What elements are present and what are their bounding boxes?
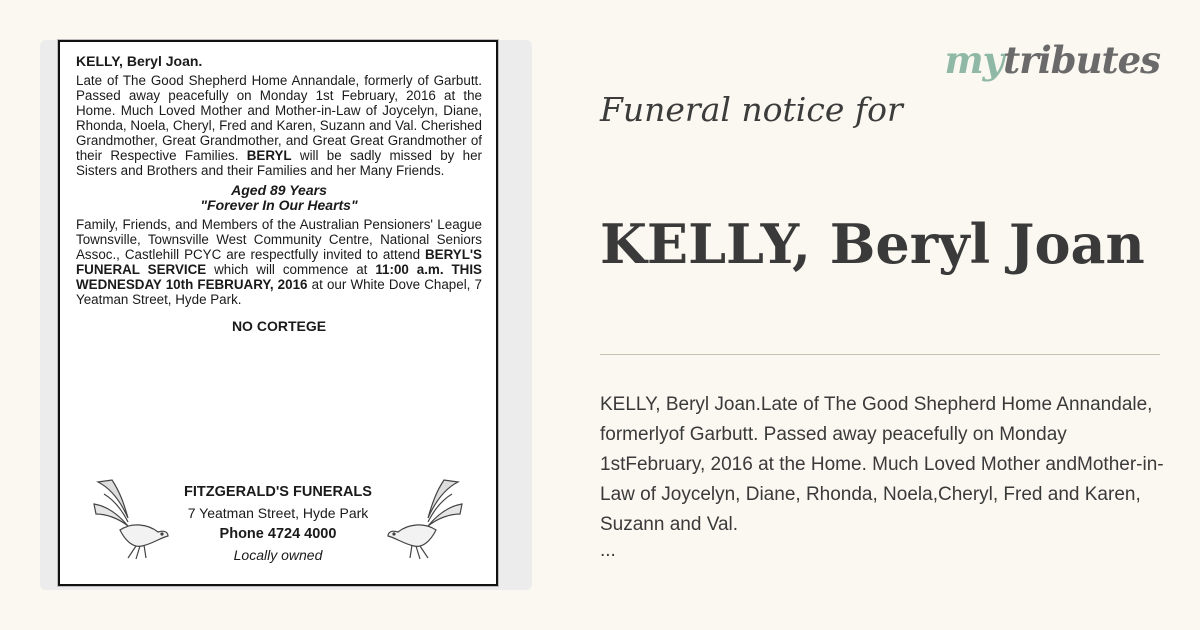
funeral-director-name: FITZGERALD'S FUNERALS (184, 484, 372, 500)
notice-epitaph: "Forever In Our Hearts" (200, 197, 358, 213)
notice-paragraph-1: Late of The Good Shepherd Home Annandale, formerly of Garbutt. Passed away peacefully on Monday 1st February, 2016 at the Home. Much Loved Mother and Mother-in-Law of Joycelyn, Diane, Rhonda, Noela, Cheryl, Fred and Karen, Suzann and Val. Cherished Grandmother, Great Grandmother, and Great Great Grandmother of their Respective Families. BERYL will be sadly missed by her Sisters and Brothers and their Families and her Many Friends. (76, 73, 482, 178)
mytributes-logo[interactable]: mytributes (944, 38, 1160, 82)
page-subtitle: Funeral notice for (600, 90, 903, 129)
funeral-director-info (60, 482, 496, 566)
funeral-director-address: 7 Yeatman Street, Hyde Park (187, 505, 369, 521)
funeral-director-block (60, 470, 496, 570)
page-title: KELLY, Beryl Joan (600, 212, 1145, 276)
excerpt-ellipsis: ... (600, 540, 616, 561)
notice-card (40, 40, 532, 590)
funeral-director-phone: Phone 4724 4000 (219, 526, 337, 542)
funeral-director-tagline: Locally owned (233, 547, 323, 563)
excerpt-text: KELLY, Beryl Joan.Late of The Good Shepherd Home Annandale, formerlyof Garbutt. Passed away peacefully on Monday 1stFebruary, 2016 at the Home. Much Loved Mother andMother-in-Law of Joycelyn, Diane, Rhonda, Noela,Cheryl, Fred and Karen, Suzann and Val. (600, 394, 1164, 535)
notice-cortege: NO CORTEGE (231, 318, 327, 334)
notice-name: KELLY, Beryl Joan. (76, 53, 203, 69)
divider (600, 354, 1160, 355)
notice-excerpt (600, 390, 1170, 562)
notice-age: Aged 89 Years (231, 182, 327, 198)
notice-paragraph-2: Family, Friends, and Members of the Australian Pensioners' League Townsville, Townsville West Community Centre, National Seniors Assoc., Castlehill PCYC are respectfully invited to attend BERYL'S FUNERAL SERVICE which will commence at 11:00 a.m. THIS WEDNESDAY 10th FEBRUARY, 2016 at our White Dove Chapel, 7 Yeatman Street, Hyde Park. (76, 217, 482, 307)
funeral-notice (58, 40, 498, 586)
